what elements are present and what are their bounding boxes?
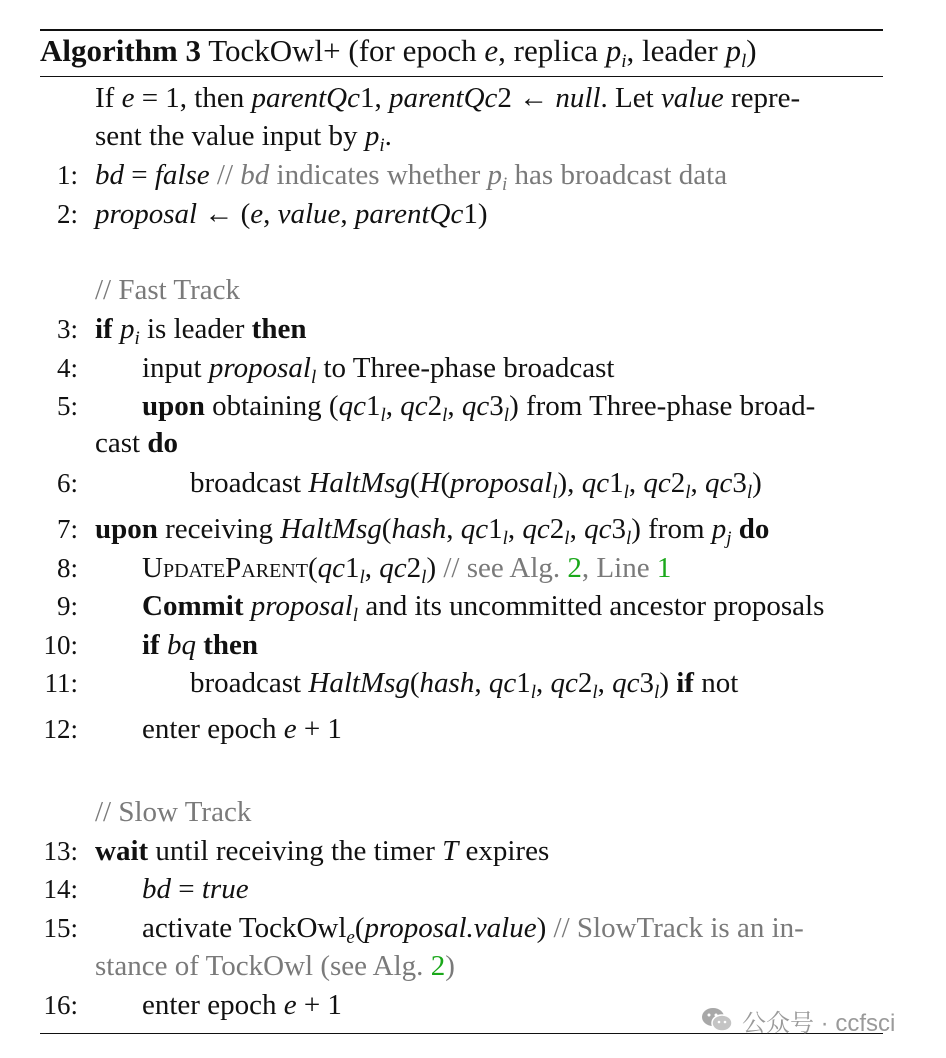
line-5: upon obtaining ($qc1_l$, $qc2_l$, $qc3_l$) from Three-phase broad- [142,390,816,426]
line-number: 12: [43,714,78,744]
line-number: 8: [56,553,78,583]
slow-track-comment: // Slow Track [95,796,252,828]
line-link[interactable]: 1 [656,552,672,584]
line-16: enter epoch e + 1 [142,989,342,1021]
line-9: Commit proposal$_l$ and its uncommitted ancestor proposals [142,590,825,626]
line-13: wait until receiving the timer T expires [95,835,550,867]
line-number: 2: [56,199,78,229]
fast-track-comment: // Fast Track [95,274,241,306]
line-number: 9: [56,591,78,621]
top-rule [40,29,883,31]
line-number: 11: [44,668,78,698]
line-number: 13: [43,836,78,866]
line-8: $UpdateParent(qc1_l$, $qc2_l$) // see Alg. 2, Line 1 [142,552,672,588]
line-number: 4: [56,353,78,383]
watermark-text: 公众号 · ccfsci [742,1009,896,1037]
line-6: broadcast HaltMsg(H(proposal$_l$), $qc1_l$, $qc2_l$, $qc3_l$) [190,467,762,503]
line-number: 6: [56,468,78,498]
line-7: upon receiving HaltMsg(hash, $qc1_l$, $qc2_l$, $qc3_l$) from $p_j$ do [95,513,770,549]
line-11: broadcast HaltMsg(hash, $qc1_l$, $qc2_l$, $qc3_l$) if not [190,667,739,703]
wechat-icon [700,1005,734,1035]
alg-link[interactable]: 2 [430,950,446,982]
algorithm-caption [40,33,757,80]
preamble-line-2: sent the value input by $p_i$. [95,120,392,156]
line-number: 16: [43,990,78,1020]
algorithm-title: TockOwl+ (for epoch e, replica $p_i$, leader $p_l$) [208,33,757,72]
line-2: proposal ← (e, value, parentQc1) [95,198,488,230]
alg-link[interactable]: 2 [567,552,582,584]
line-12: enter epoch e + 1 [142,713,342,745]
line-number: 14: [43,874,78,904]
line-number: 3: [56,314,78,344]
comment: // bd indicates whether $p_i$ has broadcast data [209,159,728,195]
caption-rule [40,76,883,77]
line-15: activate TockOwl$_e$(proposal.value) // SlowTrack is an in- [142,912,804,948]
line-number: 15: [43,913,78,943]
comment: // see Alg. 2, Line 1 [443,552,672,584]
line-4: input proposal$_l$ to Three-phase broadcast [142,352,615,388]
line-3: if $p_i$ is leader then [95,313,307,349]
line-number: 7: [56,514,78,544]
algorithm-label: Algorithm 3 [40,33,202,68]
line-number: 1: [56,160,78,190]
line-15-continuation: stance of TockOwl (see Alg. 2) [95,950,455,982]
line-number: 5: [56,391,78,421]
line-number: 10: [43,630,78,660]
line-1: bd = false // bd indicates whether $p_i$ has broadcast data [95,159,728,195]
line-10: if bq then [142,629,259,661]
line-14: bd = true [142,873,249,905]
comment: // SlowTrack is an in- [553,912,804,944]
line-5-continuation: cast do [95,427,178,459]
watermark [700,1003,895,1037]
preamble-line-1: If e = 1, then parentQc1, parentQc2 ← null. Let value repre- [95,82,801,114]
